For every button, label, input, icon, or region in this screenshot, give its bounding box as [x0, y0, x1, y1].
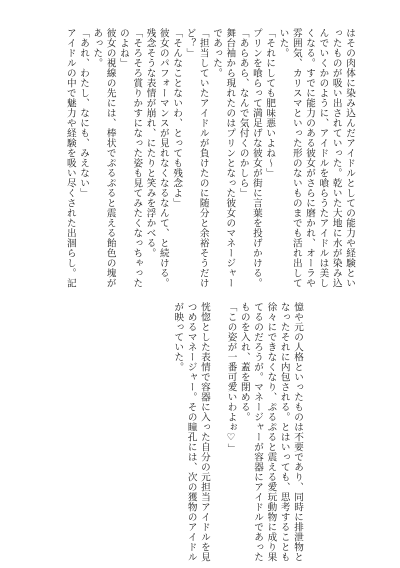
lower-text-line: 徐々にできなくなり、ぷるぷると震える愛玩動物に成り果 [265, 302, 277, 562]
upper-text-line: 「担当していたアイドルが負けたのに随分と余裕そうだけ [197, 28, 209, 288]
upper-text-line: 雰囲気、カリスマといった形のないものまでも活れ出して [290, 28, 302, 288]
lower-text-line [211, 302, 224, 550]
upper-text-line: ど？」 [184, 28, 196, 58]
lower-text-line: つめるマネージャー。その瞳孔には、次の獲物のアイドル [185, 302, 197, 562]
upper-text-line: はその肉体に染み込んだアイドルとしての能力や経験とい [344, 28, 355, 288]
lower-text-line: 恍惚とした表情で容器に入った自分の元担当アイドルを見 [198, 302, 210, 562]
lower-text-line: てるのだろうが。マネージャーが容器にアイドルであった [252, 302, 264, 562]
upper-text-line: 彼女の視線の先には、棒状でぷるぷると震える飴色の塊が [104, 28, 116, 288]
upper-text-line: いた。 [277, 28, 289, 58]
lower-text-line: 「この姿が一番可愛いわよぉ♡」 [225, 302, 237, 454]
lower-text-line: が映っていた。 [172, 302, 184, 372]
upper-text-line: のよね」 [117, 28, 129, 68]
upper-text-line: アイドルの中で魅力や経験を吸い尽くされた出涸らし。記 [64, 28, 76, 288]
upper-text-line: んでいくかのように、アイドルを喰らうたアイドルは美し [317, 28, 329, 288]
upper-text-line: ったものが吸い出されていった。乾いた大地に水が染み込 [330, 28, 342, 288]
upper-text-line: であった。 [211, 28, 223, 78]
upper-text-line: 彼女のパフォーマンスが見れなくなるなんて、と続ける。 [157, 28, 169, 288]
upper-text-line: 「そんなことないわ、とっても残念よ」 [171, 28, 183, 208]
upper-text-line: 残念そうな表情が崩れ、にたりと笑みを浮かべる。 [144, 28, 156, 258]
lower-text-line: ものを入れ、蓋を閉める。 [238, 302, 250, 422]
upper-text-line: 「そろそろ賞りかすになった姿も見てみたくなっちゃった [131, 28, 143, 288]
lower-text-line: なったそれに内包される。とはいっても、思考することも [278, 302, 290, 562]
lower-text-line: 憶や元の人格といったものは不要であり、同時に排泄物と [292, 302, 303, 562]
upper-text-line: 「それにしても肥味悪いよね～」 [264, 28, 276, 178]
upper-text-line: あった。 [91, 28, 103, 68]
lower-text-block [171, 302, 304, 562]
upper-text-line: プリンを喰らって満足げな彼女が街に言葉を投げかける。 [250, 28, 262, 288]
upper-text-line: 「あれ、わたし、なにも、みえない」 [78, 28, 90, 198]
upper-text-line: 舞台袖から現れたのはプリンとなった彼女のマネージャー [224, 28, 236, 288]
upper-text-block [63, 28, 356, 296]
upper-text-line: 「あらあら、なんで気付くのかしら」 [237, 28, 249, 198]
upper-text-line: くなる。すでに能力のある彼女がさらに磨かれ、オーラや [304, 28, 316, 288]
